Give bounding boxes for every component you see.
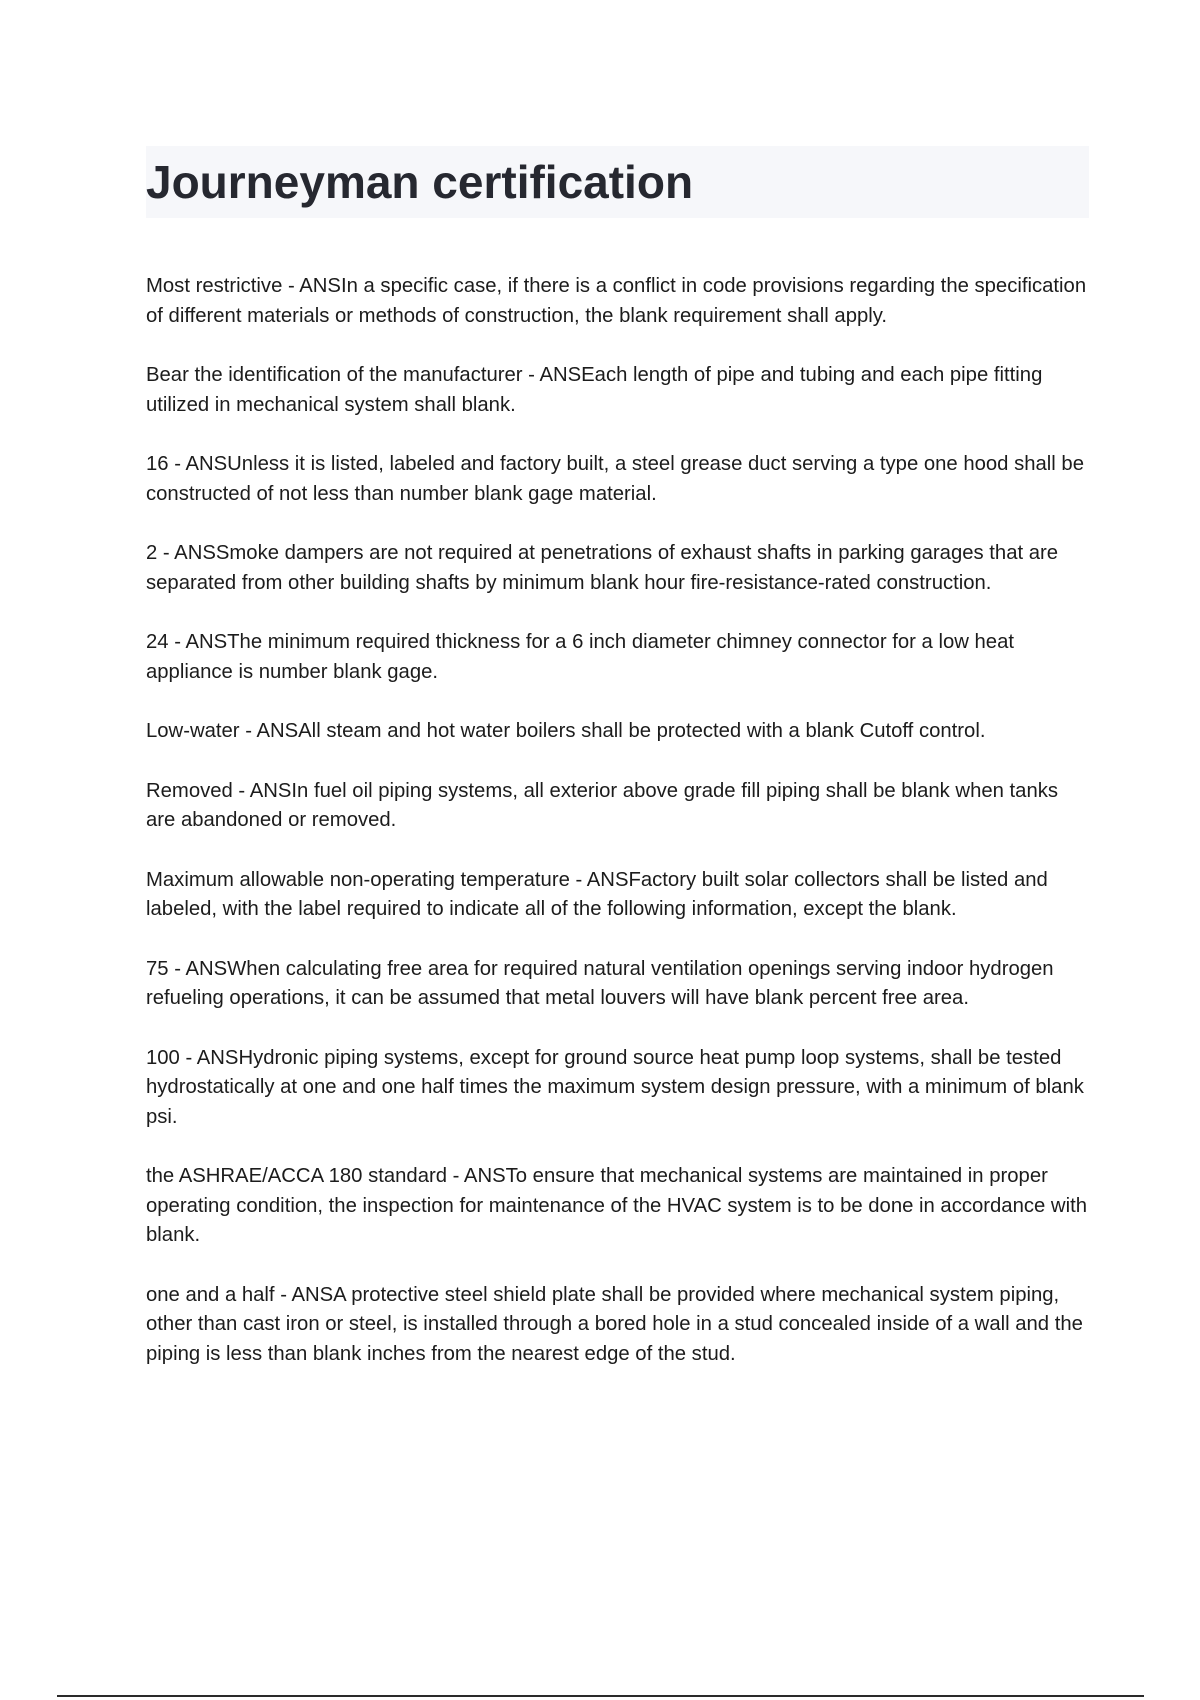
qa-entry: 2 - ANSSmoke dampers are not required at penetrations of exhaust shafts in parking garages that are separated from other building shafts by minimum blank hour fire-resistance-rated construction.	[146, 542, 1059, 594]
qa-entry: 100 - ANSHydronic piping systems, except for ground source heat pump loop systems, shall be tested hydrostatically at one and one half times the maximum system design pressure, with a minimum of blank psi.	[146, 1046, 1084, 1128]
page-title: Journeyman certification	[146, 156, 694, 208]
qa-list	[146, 272, 1091, 1399]
qa-entry: 16 - ANSUnless it is listed, labeled and factory built, a steel grease duct serving a type one hood shall be constructed of not less than number blank gage material.	[146, 453, 1084, 505]
qa-entry: 75 - ANSWhen calculating free area for required natural ventilation openings serving indoor hydrogen refueling operations, it can be assumed that metal louvers will have blank percent free area.	[146, 957, 1054, 1009]
qa-entry: Most restrictive - ANSIn a specific case, if there is a conflict in code provisions regarding the specification of different materials or methods of construction, the blank requirement shall apply.	[146, 275, 1087, 327]
qa-entry: 24 - ANSThe minimum required thickness for a 6 inch diameter chimney connector for a low heat appliance is number blank gage.	[146, 631, 1014, 683]
qa-entry: Bear the identification of the manufacturer - ANSEach length of pipe and tubing and each pipe fitting utilized in mechanical system shall blank.	[146, 364, 1043, 416]
title-banner	[146, 146, 1089, 218]
footer-divider	[57, 1695, 1144, 1697]
qa-entry: Low-water - ANSAll steam and hot water boilers shall be protected with a blank Cutoff control.	[146, 720, 986, 742]
qa-entry: Removed - ANSIn fuel oil piping systems, all exterior above grade fill piping shall be blank when tanks are abandoned or removed.	[146, 779, 1059, 831]
qa-entry: the ASHRAE/ACCA 180 standard - ANSTo ensure that mechanical systems are maintained in proper operating condition, the inspection for maintenance of the HVAC system is to be done in accordance with blank.	[146, 1165, 1087, 1246]
qa-entry: one and a half - ANSA protective steel shield plate shall be provided where mechanical system piping, other than cast iron or steel, is installed through a bored hole in a stud concealed inside of a wall and the piping is less than blank inches from the nearest edge of the stud.	[146, 1283, 1083, 1365]
qa-entry: Maximum allowable non-operating temperature - ANSFactory built solar collectors shall be listed and labeled, with the label required to indicate all of the following information, except the blank.	[146, 868, 1048, 920]
